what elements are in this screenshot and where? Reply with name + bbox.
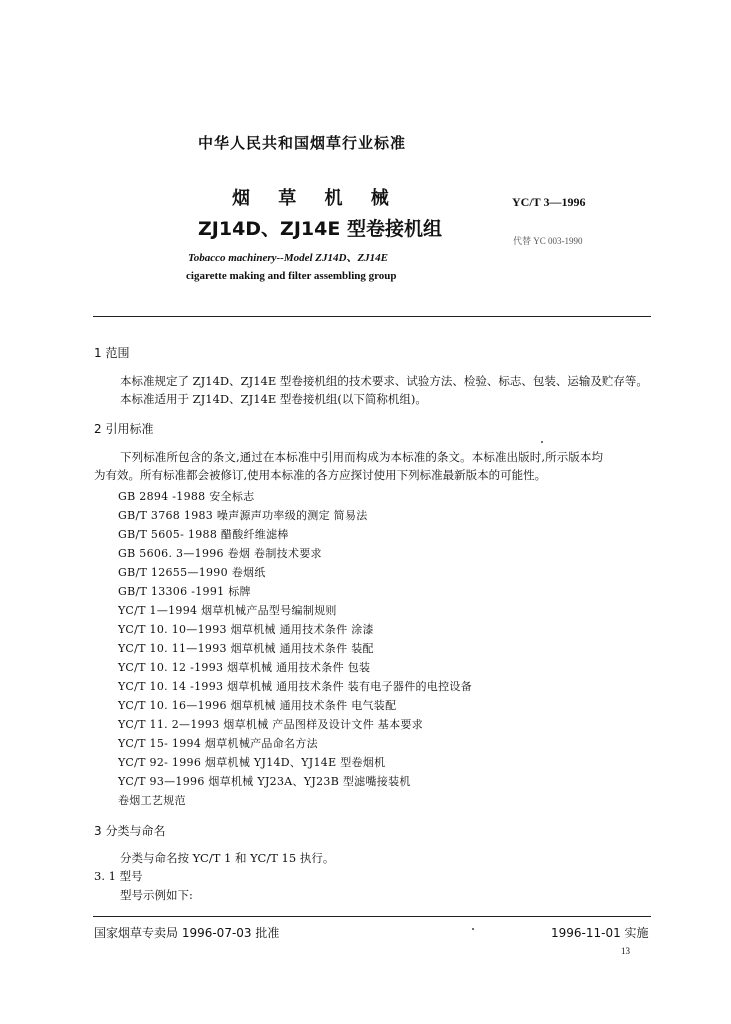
section-3-1-paragraph: 型号示例如下: bbox=[120, 888, 193, 902]
scan-speck bbox=[472, 928, 474, 930]
list-item: YC/T 10. 10—1993 烟草机械 通用技术条件 涂漆 bbox=[118, 623, 374, 636]
list-item: GB/T 13306 -1991 标牌 bbox=[118, 585, 251, 598]
list-item: YC/T 10. 14 -1993 烟草机械 通用技术条件 装有电子器件的电控设备 bbox=[118, 680, 473, 693]
effective-date: 1996-11-01 实施 bbox=[551, 926, 649, 940]
approval-date: 国家烟草专卖局 1996-07-03 批准 bbox=[94, 926, 280, 940]
standard-title-line2: ZJ14D、ZJ14E 型卷接机组 bbox=[198, 218, 442, 240]
english-title-line2: cigarette making and filter assembling group bbox=[186, 270, 397, 282]
scan-speck bbox=[541, 441, 543, 443]
footer-divider bbox=[93, 916, 651, 917]
section-3-heading: 3 分类与命名 bbox=[94, 824, 166, 838]
list-item: GB/T 5605- 1988 醋酸纤维滤棒 bbox=[118, 528, 289, 541]
list-item: 卷烟工艺规范 bbox=[118, 794, 186, 807]
list-item: GB/T 12655—1990 卷烟纸 bbox=[118, 566, 266, 579]
section-1-paragraph-2: 本标准适用于 ZJ14D、ZJ14E 型卷接机组(以下简称机组)。 bbox=[120, 392, 427, 406]
list-item: YC/T 93—1996 烟草机械 YJ23A、YJ23B 型滤嘴接装机 bbox=[118, 775, 411, 788]
replaces-standard: 代替 YC 003-1990 bbox=[513, 236, 583, 246]
list-item: YC/T 10. 12 -1993 烟草机械 通用技术条件 包装 bbox=[118, 661, 371, 674]
list-item: YC/T 92- 1996 烟草机械 YJ14D、YJ14E 型卷烟机 bbox=[118, 756, 386, 769]
section-2-heading: 2 引用标准 bbox=[94, 422, 154, 436]
list-item: YC/T 11. 2—1993 烟草机械 产品图样及设计文件 基本要求 bbox=[118, 718, 423, 731]
section-1-heading: 1 范围 bbox=[94, 346, 130, 360]
english-title-line1: Tobacco machinery--Model ZJ14D、ZJ14E bbox=[188, 252, 389, 264]
section-3-1-heading: 3. 1 型号 bbox=[94, 869, 143, 883]
list-item: YC/T 10. 11—1993 烟草机械 通用技术条件 装配 bbox=[118, 642, 374, 655]
list-item: YC/T 15- 1994 烟草机械产品命名方法 bbox=[118, 737, 318, 750]
list-item: YC/T 1—1994 烟草机械产品型号编制规则 bbox=[118, 604, 337, 617]
list-item: GB/T 3768 1983 噪声源声功率级的测定 简易法 bbox=[118, 509, 368, 522]
list-item: YC/T 10. 16—1996 烟草机械 通用技术条件 电气装配 bbox=[118, 699, 397, 712]
page-number: 13 bbox=[621, 946, 630, 956]
section-2-intro-line1: 下列标准所包含的条文,通过在本标准中引用而构成为本标准的条文。本标准出版时,所示版本均 bbox=[120, 450, 604, 464]
standard-title-line1: 烟 草 机 械 bbox=[232, 188, 393, 209]
header-divider bbox=[93, 316, 651, 317]
section-1-paragraph-1: 本标准规定了 ZJ14D、ZJ14E 型卷接机组的技术要求、试验方法、检验、标志、包装、运输及贮存等。 bbox=[120, 374, 648, 388]
section-3-paragraph: 分类与命名按 YC/T 1 和 YC/T 15 执行。 bbox=[120, 851, 335, 865]
section-2-intro-line2: 为有效。所有标准都会被修订,使用本标准的各方应探讨使用下列标准最新版本的可能性。 bbox=[94, 468, 547, 482]
standard-number: YC/T 3—1996 bbox=[512, 195, 586, 209]
issuing-body-title: 中华人民共和国烟草行业标准 bbox=[198, 134, 407, 152]
list-item: GB 5606. 3—1996 卷烟 卷制技术要求 bbox=[118, 547, 322, 560]
list-item: GB 2894 -1988 安全标志 bbox=[118, 490, 255, 503]
